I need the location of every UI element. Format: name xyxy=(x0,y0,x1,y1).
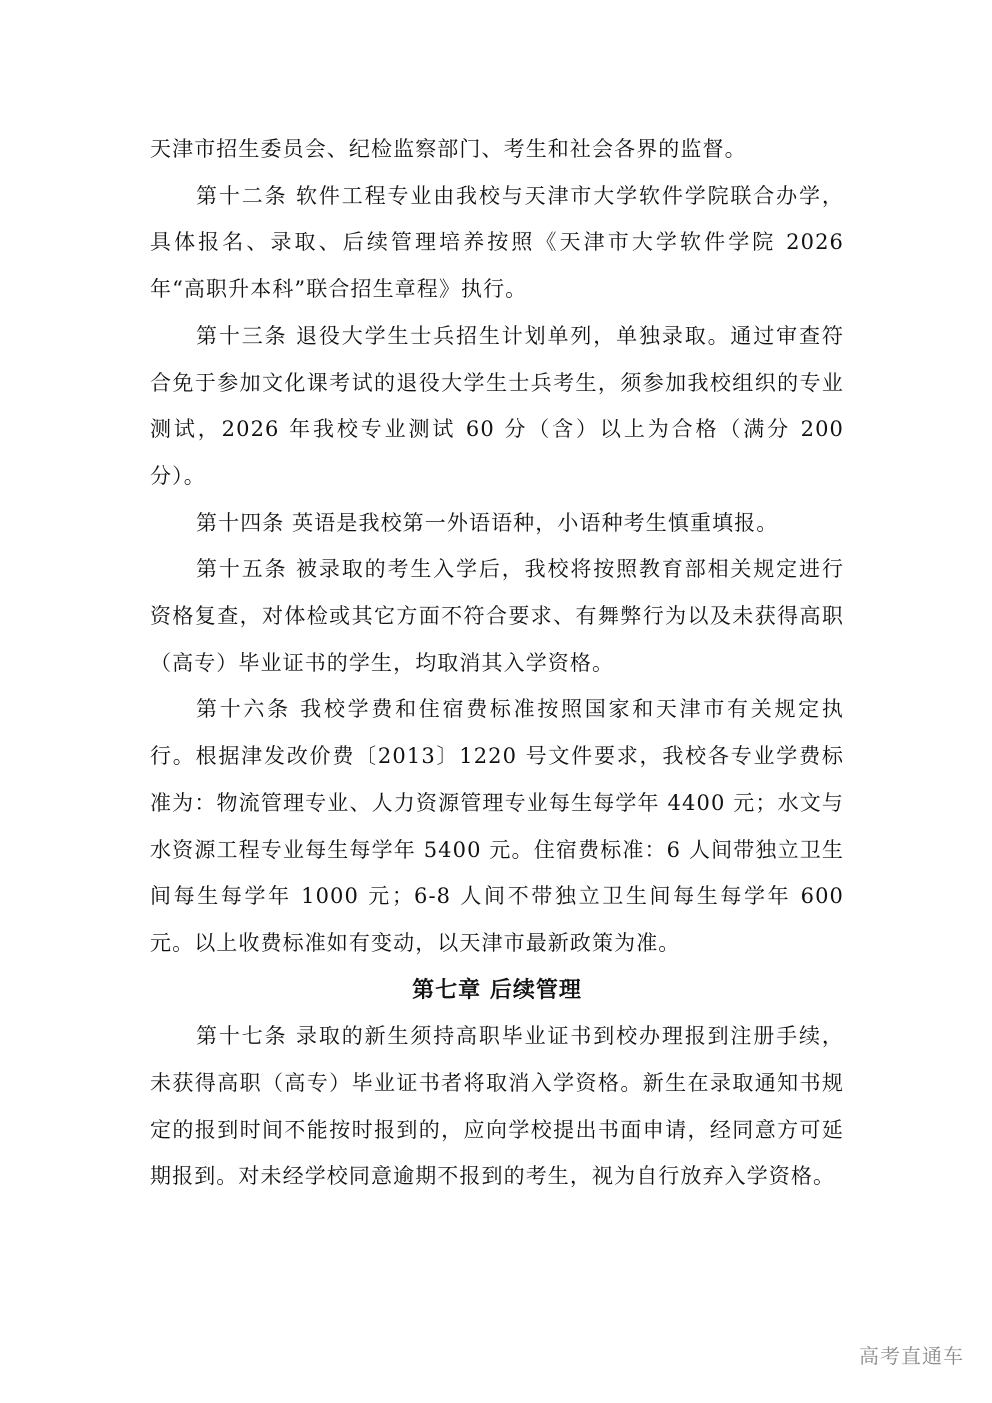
article-14: 第十四条 英语是我校第一外语语种，小语种考生慎重填报。 xyxy=(196,510,779,535)
article-13: 第十三条 退役大学生士兵招生计划单列，单独录取。通过审查符合免于参加文化课考试的退役大学生士兵考生，须参加我校组织的专业测试，2026 年我校专业测试 60 分（含）以上为合格（满分 200 分）。 xyxy=(150,323,844,488)
document-page xyxy=(150,126,844,1200)
chapter-heading: 第七章 后续管理 xyxy=(412,976,582,1003)
watermark: 高考直通车 xyxy=(859,1344,964,1368)
article-12: 第十二条 软件工程专业由我校与天津市大学软件学院联合办学，具体报名、录取、后续管理培养按照《天津市大学软件学院 2026 年“高职升本科”联合招生章程》执行。 xyxy=(150,183,844,302)
article-15: 第十五条 被录取的考生入学后，我校将按照教育部相关规定进行资格复查，对体检或其它方面不符合要求、有舞弊行为以及未获得高职（高专）毕业证书的学生，均取消其入学资格。 xyxy=(150,557,844,675)
paragraph-continuation: 天津市招生委员会、纪检监察部门、考生和社会各界的监督。 xyxy=(150,137,747,161)
article-16: 第十六条 我校学费和住宿费标准按照国家和天津市有关规定执行。根据津发改价费〔2013〕1220 号文件要求，我校各专业学费标准为：物流管理专业、人力资源管理专业每生每学年 4400 元；水文与水资源工程专业每生每学年 5400 元。住宿费标准：6 人间带独立卫生间每生每学年 1000 元；6-8 人间不带独立卫生间每生每学年 600 元。以上收费标准如有变动，以天津市最新政策为准。 xyxy=(150,697,844,955)
article-17: 第十七条 录取的新生须持高职毕业证书到校办理报到注册手续，未获得高职（高专）毕业证书者将取消入学资格。新生在录取通知书规定的报到时间不能按时报到的，应向学校提出书面申请，经同意方可延期报到。对未经学校同意逾期不报到的考生，视为自行放弃入学资格。 xyxy=(150,1024,844,1189)
